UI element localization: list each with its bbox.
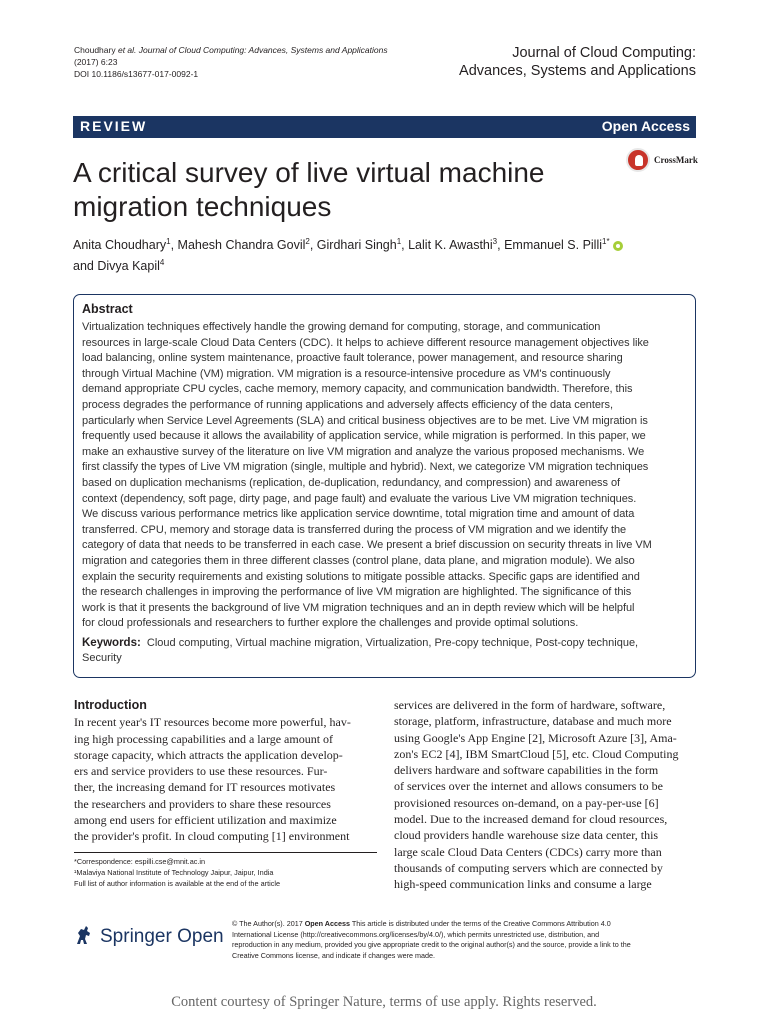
abstract-line: based on duplication mechanisms (replication, de-duplication, redundancy, and compression) and awareness of (82, 476, 621, 489)
keywords (82, 636, 687, 667)
author-separator: , (401, 238, 409, 253)
abstract-line: make an exhaustive survey of the literature on live VM migration and analyze the various proposed mechanisms. We (82, 445, 645, 458)
abstract-heading: Abstract (82, 302, 133, 316)
section-heading: Introduction (74, 698, 147, 712)
orcid-icon[interactable] (613, 241, 623, 251)
body-line: ther, the increasing demand for IT resources motivates (74, 780, 336, 795)
body-line: the provider's profit. In cloud computing [1] environment (74, 829, 350, 844)
author-name: Mahesh Chandra Govil (177, 238, 306, 253)
body-line: services are delivered in the form of hardware, software, (394, 698, 666, 712)
citation-year-volume: (2017) 6:23 (74, 57, 118, 67)
citation-authors: Choudhary (74, 45, 116, 55)
author-name: Lalit K. Awasthi (408, 238, 493, 253)
author-name: Divya Kapil (97, 259, 160, 274)
citation-block (74, 44, 404, 80)
article-type-label: REVIEW (80, 118, 148, 134)
abstract-line: We discuss various performance metrics like application service downtime, total migration time and amount of data (82, 508, 635, 521)
article-type-banner (73, 116, 696, 138)
abstract-line: context (dependency, soft page, dirty page, and page fault) and evaluate the various Live VM migration techniques. (82, 492, 637, 505)
author-affiliation-marker: 1* (602, 237, 610, 246)
license-notice (232, 919, 700, 961)
body-line: thousands of computing servers which are connected by (394, 860, 663, 875)
abstract-line: category of data that needs to be transferred in each case. We present a brief discussion on security threats in live VM (82, 539, 652, 552)
citation-etal: et al. (117, 45, 137, 55)
license-line: Creative Commons license, and indicate if changes were made. (232, 950, 435, 960)
keywords-line: Security (82, 652, 122, 665)
citation-journal: Journal of Cloud Computing: Advances, Systems and Applications (138, 45, 388, 55)
keywords-line: Cloud computing, Virtual machine migration, Virtualization, Pre-copy technique, Post-copy technique, (146, 636, 639, 649)
content-courtesy-footer: Content courtesy of Springer Nature, terms of use apply. Rights reserved. (171, 994, 597, 1010)
journal-name-line1: Journal of Cloud Computing: (512, 45, 696, 61)
keywords-label: Keywords: (82, 636, 141, 649)
open-wordmark: Open (177, 926, 224, 947)
author-affiliation-marker: 3 (492, 237, 498, 246)
license-line: International License (http://creativecommons.org/licenses/by/4.0/), which permits unrestricted use, distribution, and (232, 929, 600, 939)
author-separator: , (170, 238, 178, 253)
license-line: This article is distributed under the terms of the Creative Commons Attribution 4.0 (349, 919, 611, 928)
crossmark-label: CrossMark (654, 155, 698, 165)
abstract-line: for cloud professionals and researchers to further explore the challenges and provide optimal solutions. (82, 617, 579, 630)
author-conjunction: and (73, 259, 98, 274)
author-affiliation-marker: 4 (159, 258, 165, 268)
author-separator: , (497, 238, 505, 253)
abstract-line: explain the security requirements and existing solutions to mitigate possible attacks. Specific gaps are identified and (82, 570, 640, 583)
footnotes (74, 856, 384, 889)
body-line: storage capacity, which attracts the application develop- (74, 747, 343, 762)
author-affiliation-marker: 1 (396, 237, 402, 246)
body-line: storage, platform, infrastructure, database and much more (394, 714, 672, 729)
abstract-line: Virtualization techniques effectively handle the growing demand for computing, storage, and communication (82, 321, 601, 333)
abstract-line: demand appropriate CPU cycles, cache memory, memory capacity, and communication bandwidth. Therefore, this (82, 383, 633, 396)
abstract-line: migration and categories them in three different classes (control plane, data plane, and migration module). We also (82, 554, 635, 567)
crossmark-icon (626, 148, 650, 172)
body-line: In recent year's IT resources become more powerful, hav- (74, 715, 351, 730)
springer-horse-icon (74, 924, 94, 946)
abstract-text (82, 320, 687, 632)
author-name: Girdhari Singh (316, 238, 397, 253)
body-line: the researchers and providers to share these resources (74, 796, 331, 811)
abstract-box (73, 294, 696, 678)
license-open-access-label: Open Access (304, 919, 350, 928)
abstract-line: work is that it presents the background of live VM migration techniques and an in depth review which will be helpful (82, 601, 635, 614)
abstract-line: load balancing, online system maintenance, proactive fault tolerance, power management, and resource sharing (82, 352, 623, 365)
abstract-line: frequently used because it allows the availability of application service, while migration is performed. In this paper, we (82, 430, 646, 443)
body-line: ing high processing capabilities and a large amount of (74, 731, 334, 746)
abstract-line: through Virtual Machine (VM) migration. VM migration is a resource-intensive procedure as VM's continuously (82, 367, 611, 380)
body-line: large scale Cloud Data Centers (CDCs) carry more than (394, 844, 662, 859)
footnote-divider (74, 852, 377, 853)
journal-name (459, 44, 696, 80)
copyright-text: © The Author(s). 2017 (232, 919, 305, 928)
abstract-line: first classify the types of Live VM migration (single, multiple and hybrid). Next, we categorize VM migration techniques (82, 461, 649, 474)
body-line: ers and service providers to use these resources. Fur- (74, 764, 328, 779)
body-line: using Google's App Engine [2], Microsoft Azure [3], Ama- (394, 730, 677, 745)
body-line: high-speed communication links and consume a large (394, 877, 652, 892)
body-line: zon's EC2 [4], IBM SmartCloud [5], etc. Cloud Computing (394, 746, 679, 761)
author-info-footnote: Full list of author information is available at the end of the article (74, 879, 281, 888)
body-line: cloud providers handle warehouse size data center, this (394, 828, 659, 843)
license-line: reproduction in any medium, provided you give appropriate credit to the original author(s) and the source, provide a link to the (232, 940, 631, 950)
body-line: model. Due to the increased demand for cloud resources, (394, 812, 668, 827)
correspondence-footnote: *Correspondence: espilli.cse@mnit.ac.in (74, 857, 206, 866)
springer-open-logo (74, 924, 224, 952)
author-affiliation-marker: 2 (305, 237, 310, 246)
body-line: delivers hardware and software capabilities in the form (394, 763, 659, 778)
author-name: Emmanuel S. Pilli (504, 238, 603, 253)
body-line: among end users for efficient utilization and maximize (74, 813, 337, 828)
abstract-line: transferred. CPU, memory and storage data is transferred during the process of VM migration and we identify the (82, 523, 627, 536)
body-line: provisioned resources on-demand, on a pay-per-use [6] (394, 795, 659, 810)
abstract-line: the research challenges in improving the performance of live VM migration are highlighted. The significance of this (82, 586, 632, 599)
author-name: Anita Choudhary (73, 238, 167, 253)
author-separator: , (309, 238, 317, 253)
doi: DOI 10.1186/s13677-017-0092-1 (74, 69, 199, 79)
author-affiliation-marker: 1 (166, 237, 171, 246)
springer-wordmark: Springer (100, 926, 172, 947)
abstract-line: resources in large-scale Cloud Data Centers (CDC). It helps to achieve different resource management objectives like (82, 336, 649, 349)
body-line: of services over the internet and allows consumers to be (394, 779, 663, 794)
journal-name-line2: Advances, Systems and Applications (459, 63, 696, 79)
open-access-label: Open Access (601, 118, 690, 134)
article-title: A critical survey of live virtual machine migration techniques (73, 157, 545, 222)
crossmark-badge[interactable] (626, 148, 698, 174)
affiliation-footnote: ¹Malaviya National Institute of Technology Jaipur, Jaipur, India (74, 868, 274, 877)
body-column-left (74, 697, 377, 845)
body-column-right (394, 697, 697, 893)
abstract-line: process degrades the performance of running applications and adversely affects efficiency of the data centers, (82, 398, 613, 411)
abstract-line: particularly when Service Level Agreements (SLA) and critical business objectives are to be met. Live VM migration is (82, 414, 648, 427)
author-list (73, 233, 693, 275)
